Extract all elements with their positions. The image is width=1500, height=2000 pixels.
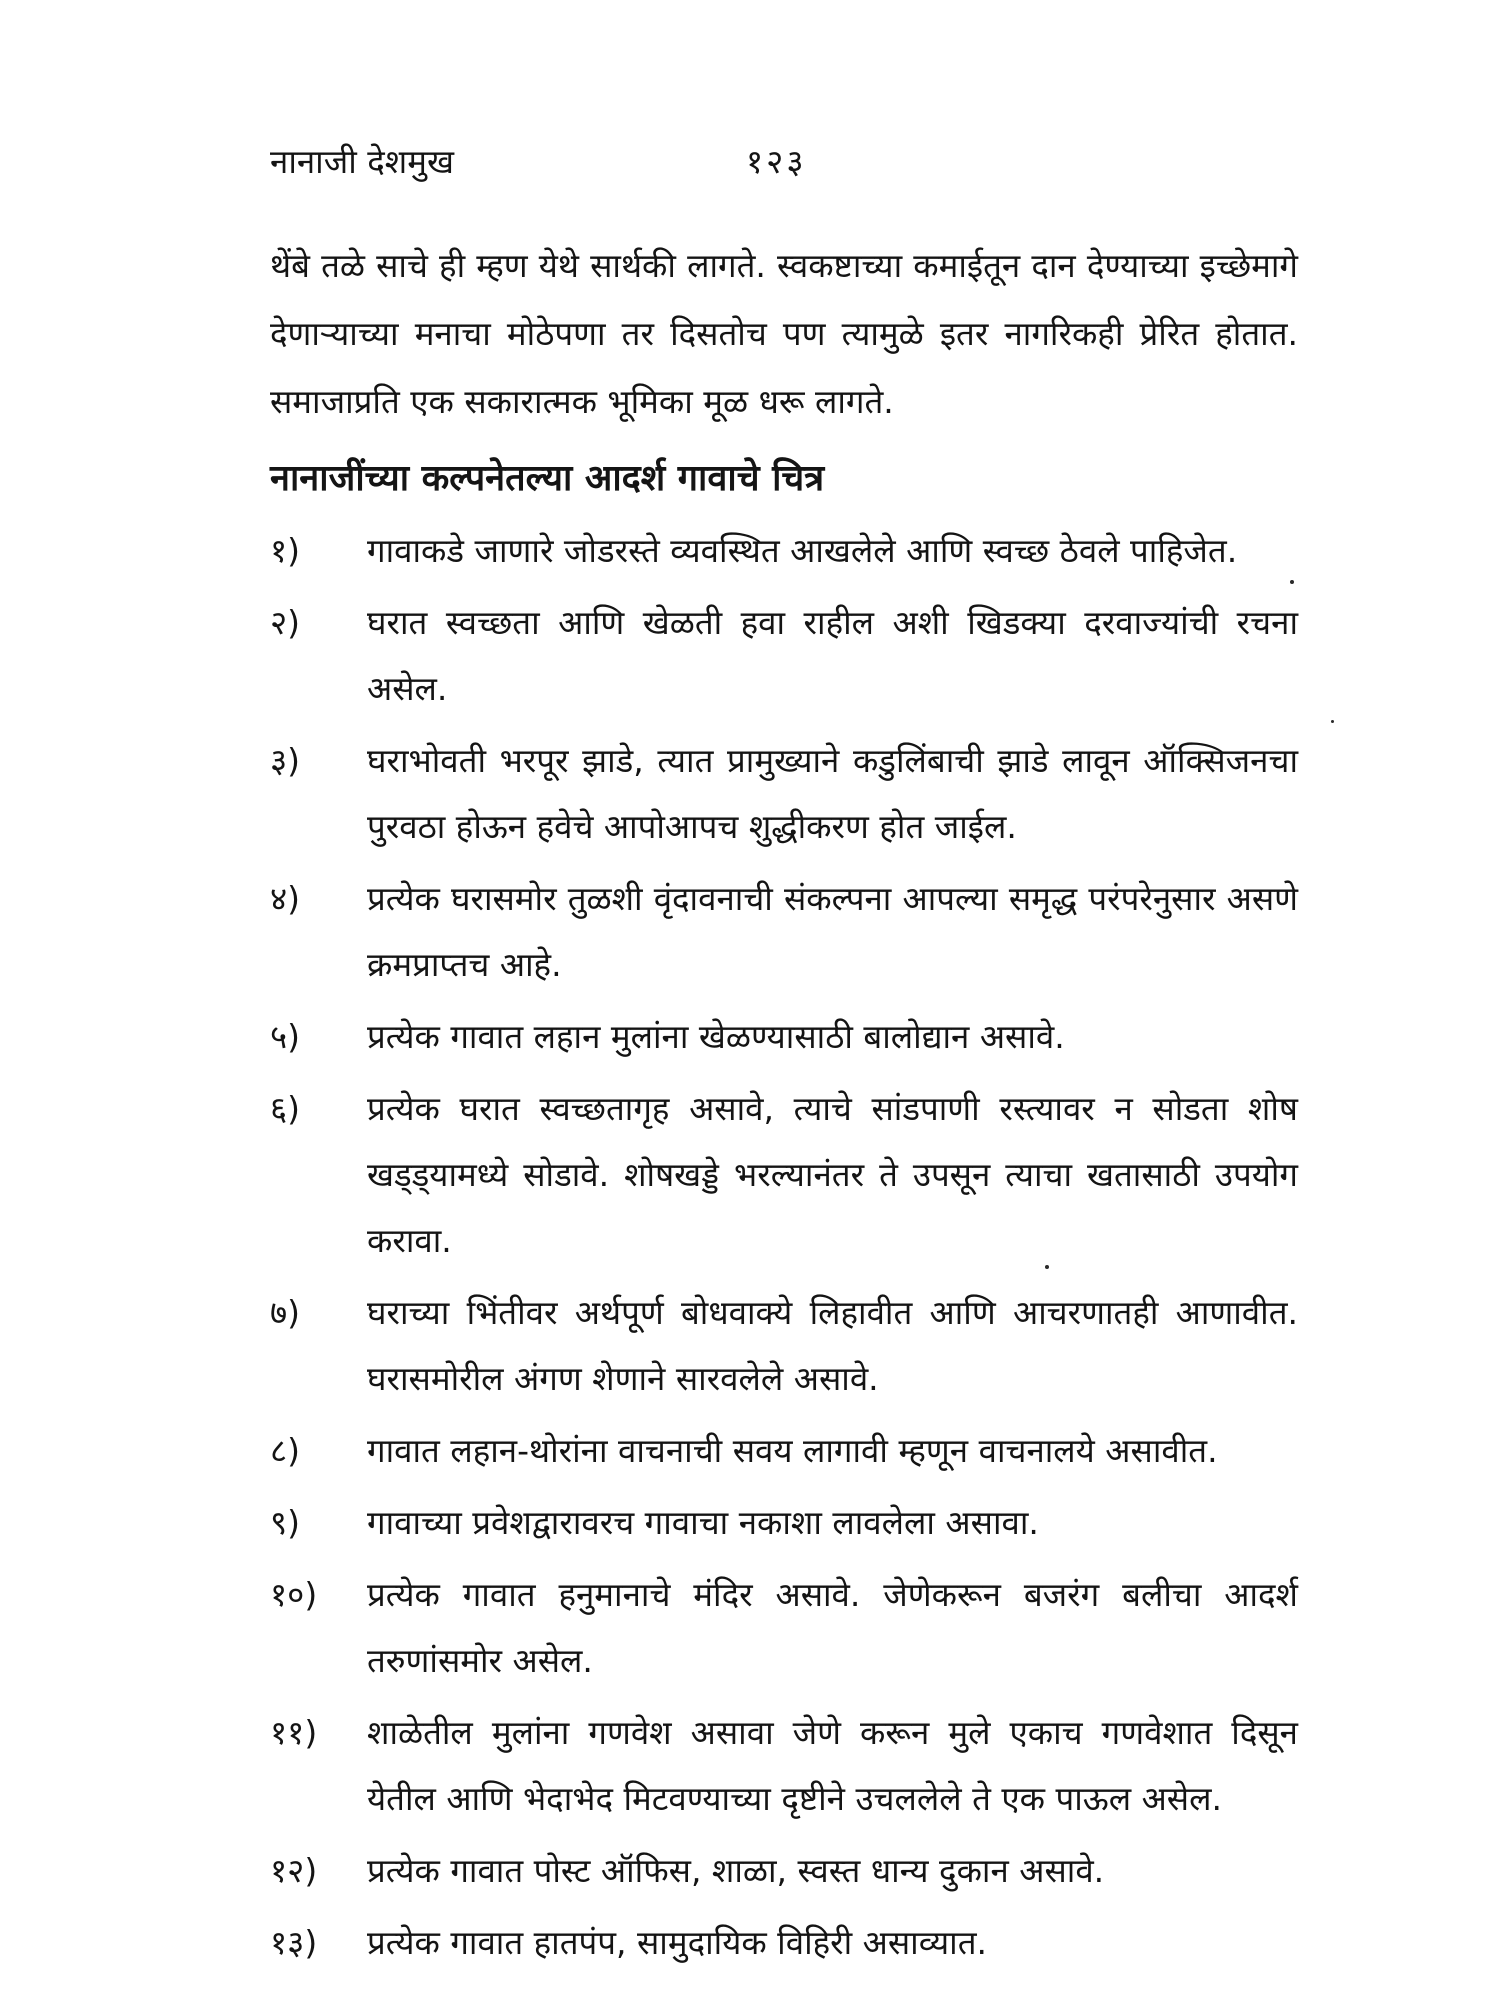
list-item-number: ९): [270, 1503, 301, 1542]
intro-paragraph: थेंबे तळे साचे ही म्हण येथे सार्थकी लागते. स्वकष्टाच्या कमाईतून दान देण्याच्या इच्छेमागे देणाऱ्याच्या मनाचा मोठेपणा तर दिसतोच पण त्यामुळे इतर नागरिकही प्रेरित होतात. समाजाप्रति एक सकारात्मक भूमिका मूळ धरू लागते.: [270, 246, 1298, 421]
scan-speck: [1331, 720, 1334, 723]
list-item-text: गावाकडे जाणारे जोडरस्ते व्यवस्थित आखलेले आणि स्वच्छ ठेवले पाहिजेत.: [367, 531, 1238, 570]
list-item-text: गावात लहान-थोरांना वाचनाची सवय लागावी म्हणून वाचनालये असावीत.: [367, 1431, 1218, 1470]
list-item-number: ६): [270, 1089, 301, 1128]
list-item-number: ५): [270, 1017, 301, 1056]
list-item-number: २): [270, 603, 301, 642]
section-heading: नानाजींच्या कल्पनेतल्या आदर्श गावाचे चित्र: [270, 458, 825, 499]
list-item-number: ७): [270, 1293, 301, 1332]
list-item: [270, 866, 1298, 998]
list-item-number: ८): [270, 1431, 301, 1470]
list-item: [270, 1490, 1298, 1556]
list-item: [270, 1700, 1298, 1832]
header-author: नानाजी देशमुख: [270, 142, 454, 181]
list-item-number: १): [270, 531, 301, 570]
list-item-text: गावाच्या प्रवेशद्वारावरच गावाचा नकाशा लावलेला असावा.: [367, 1503, 1039, 1542]
page-content: [270, 232, 1298, 1976]
list-item-text: प्रत्येक गावात हनुमानाचे मंदिर असावे. जेणेकरून बजरंग बलीचा आदर्श तरुणांसमोर असेल.: [367, 1575, 1298, 1680]
list-item-number: ४): [270, 879, 301, 918]
list-item: [270, 518, 1298, 584]
list-item-text: घराच्या भिंतीवर अर्थपूर्ण बोधवाक्ये लिहावीत आणि आचरणातही आणावीत. घरासमोरील अंगण शेणाने सारवलेले असावे.: [367, 1293, 1298, 1398]
list-item-number: १०): [270, 1575, 318, 1614]
list-item-text: प्रत्येक घरात स्वच्छतागृह असावे, त्याचे सांडपाणी रस्त्यावर न सोडता शोष खड्ड्यामध्ये सोडावे. शोषखड्डे भरल्यानंतर ते उपसून त्याचा खतासाठी उपयोग करावा.: [367, 1089, 1298, 1260]
list-item: [270, 1418, 1298, 1484]
list-item: [270, 1562, 1298, 1694]
running-header: [270, 138, 1290, 188]
list-item-number: १३): [270, 1923, 318, 1962]
list-item-text: घराभोवती भरपूर झाडे, त्यात प्रामुख्याने कडुलिंबाची झाडे लावून ऑक्सिजनचा पुरवठा होऊन हवेचे आपोआपच शुद्धीकरण होत जाईल.: [367, 741, 1298, 846]
list-item-number: १२): [270, 1851, 318, 1890]
scan-speck: [1045, 1265, 1049, 1269]
list-item: [270, 1004, 1298, 1070]
list-item: [270, 728, 1298, 860]
page-number: १२३: [746, 142, 807, 181]
list-item-text: प्रत्येक गावात लहान मुलांना खेळण्यासाठी बालोद्यान असावे.: [367, 1017, 1065, 1056]
list-item-text: प्रत्येक घरासमोर तुळशी वृंदावनाची संकल्पना आपल्या समृद्ध परंपरेनुसार असणे क्रमप्राप्तच आहे.: [367, 879, 1298, 984]
list-item-text: प्रत्येक गावात पोस्ट ऑफिस, शाळा, स्वस्त धान्य दुकान असावे.: [367, 1851, 1105, 1890]
list-item-number: ३): [270, 741, 301, 780]
list-item-text: घरात स्वच्छता आणि खेळती हवा राहील अशी खिडक्या दरवाज्यांची रचना असेल.: [367, 603, 1298, 708]
list-item: [270, 1910, 1298, 1976]
list-item-text: शाळेतील मुलांना गणवेश असावा जेणे करून मुले एकाच गणवेशात दिसून येतील आणि भेदाभेद मिटवण्याच्या दृष्टीने उचललेले ते एक पाऊल असेल.: [367, 1713, 1298, 1818]
list-item-number: ११): [270, 1713, 318, 1752]
scan-speck: [1290, 580, 1294, 584]
list-item: [270, 1838, 1298, 1904]
list-item-text: प्रत्येक गावात हातपंप, सामुदायिक विहिरी असाव्यात.: [367, 1923, 988, 1962]
list-item: [270, 1280, 1298, 1412]
ideal-village-list: [270, 518, 1298, 1976]
list-item: [270, 590, 1298, 722]
list-item: [270, 1076, 1298, 1274]
